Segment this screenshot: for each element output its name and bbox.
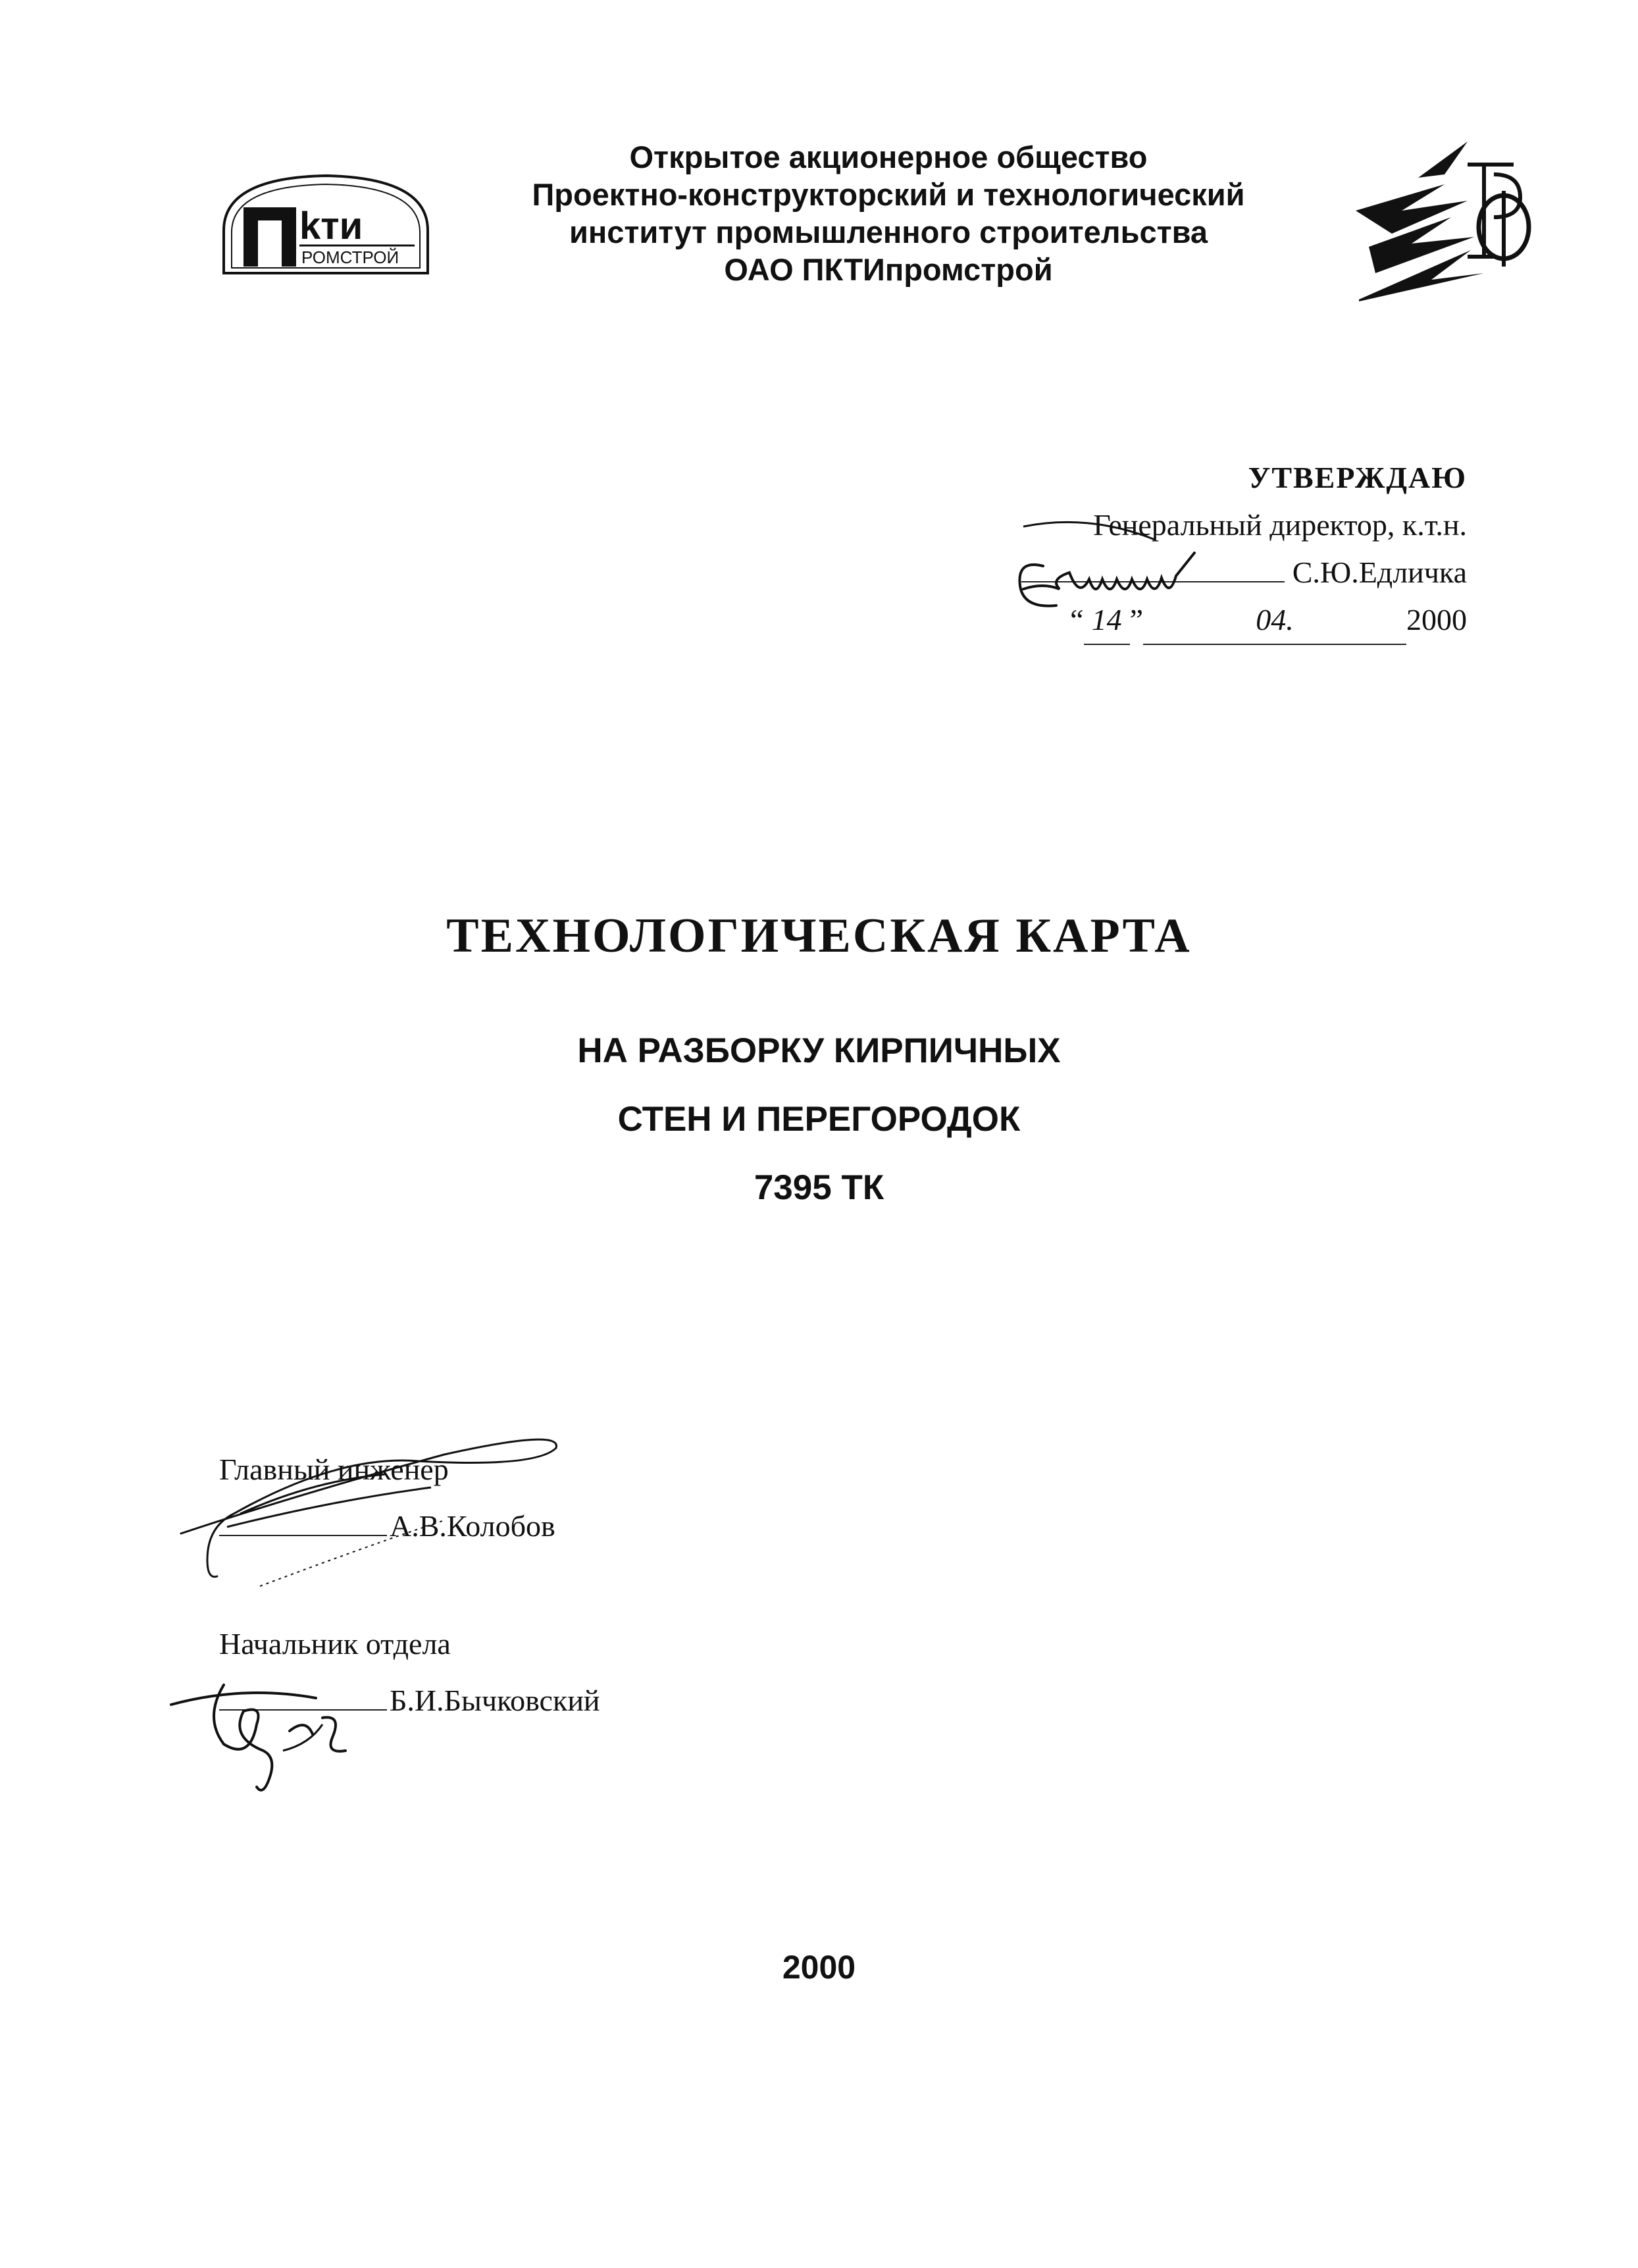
approval-title: УТВЕРЖДАЮ [1248,461,1467,494]
subtitle-line-2: СТЕН И ПЕРЕГОРОДОК [617,1100,1021,1139]
document-code: 7395 ТК [754,1168,884,1207]
head-name: Б.И.Бычковский [390,1684,600,1717]
department-head-signature [165,1645,415,1803]
date-close-quote: ” [1129,603,1143,636]
logo-left-text: kти [299,205,363,247]
head-role: Начальник отдела [219,1627,451,1661]
organization-header [461,138,1316,288]
footer-year: 2000 [782,1949,856,1986]
org-line-2: Проектно-конструкторский и технологический [532,177,1245,212]
approval-position: Генеральный директор, к.т.н. [1093,508,1467,542]
director-signature [997,500,1300,658]
subtitle-line-1: НА РАЗБОРКУ КИРПИЧНЫХ [577,1031,1061,1070]
date-year: 2000 [1406,603,1467,636]
chief-engineer-signature [168,1415,596,1612]
pktipromstroy-logo [217,168,434,283]
org-line-1: Открытое акционерное общество [629,140,1148,174]
document-subtitle [0,1017,1638,1222]
chief-role: Главный инженер [219,1453,449,1486]
approval-name: С.Ю.Едличка [1292,555,1467,589]
logo-left-sub: РОМСТРОЙ [301,247,399,267]
date-open-quote: “ [1070,603,1084,636]
org-line-3: институт промышленного строительства [569,215,1208,249]
date-month: 04. [1143,596,1406,645]
org-line-4: ОАО ПКТИпромстрой [724,252,1053,287]
chief-name: А.В.Колобов [390,1509,555,1543]
institute-emblem [1352,138,1543,303]
document-title: ТЕХНОЛОГИЧЕСКАЯ КАРТА [446,909,1192,963]
date-day: 14 [1084,596,1130,645]
